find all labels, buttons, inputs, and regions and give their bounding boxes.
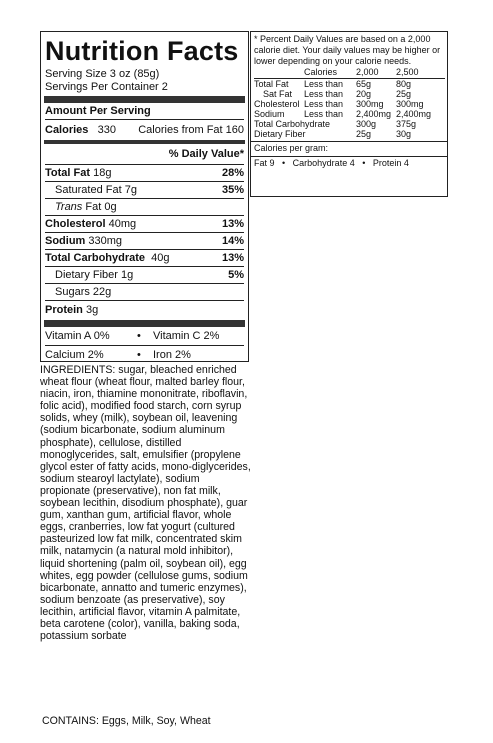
daily-values-footnote: * Percent Daily Values are based on a 2,000 calorie diet. Your daily values may be higher or lower depending on your calorie needs. bbox=[254, 34, 441, 66]
calories-label: Calories bbox=[45, 124, 89, 136]
nutrient-row-protein: Protein 3g bbox=[45, 300, 244, 319]
nutrient-row-sugars: Sugars 22g bbox=[45, 283, 244, 300]
vitamin-row-1 bbox=[45, 327, 244, 345]
table-row: Sat Fat Less than 20g 25g bbox=[263, 89, 412, 99]
table-row: Total Fat Less than 65g 80g bbox=[254, 79, 412, 89]
daily-values-table-header: Calories 2,000 2,500 bbox=[254, 67, 445, 79]
nutrient-row-total-carbohydrate: Total Carbohydrate 40g 13% bbox=[45, 249, 244, 266]
thick-divider-vitamins bbox=[44, 320, 245, 327]
nutrient-row-saturated-fat: Saturated Fat 7g 35% bbox=[45, 181, 244, 198]
calories-per-gram-values: Fat 9 • Carbohydrate 4 • Protein 4 bbox=[254, 158, 409, 168]
table-row: Sodium Less than 2,400mg 2,400mg bbox=[254, 109, 432, 119]
bullet: • bbox=[137, 349, 141, 361]
bullet: • bbox=[137, 330, 141, 342]
calories-row bbox=[45, 119, 244, 140]
thick-divider bbox=[44, 96, 245, 103]
vitamin-c: Vitamin C 2% bbox=[153, 330, 220, 342]
allergen-statement: CONTAINS: Eggs, Milk, Soy, Wheat bbox=[42, 715, 211, 727]
calories-per-gram-label: Calories per gram: bbox=[254, 143, 329, 153]
calcium: Calcium 2% bbox=[45, 349, 104, 361]
serving-size: Serving Size 3 oz (85g) bbox=[45, 68, 160, 80]
nutrient-row-cholesterol: Cholesterol 40mg 13% bbox=[45, 215, 244, 232]
nutrition-facts-title: Nutrition Facts bbox=[45, 36, 239, 66]
amount-per-serving bbox=[45, 103, 244, 119]
table-row: Dietary Fiber 25g 30g bbox=[254, 129, 412, 139]
daily-values-footnote-panel bbox=[250, 31, 448, 197]
daily-value-header: % Daily Value* bbox=[168, 148, 244, 160]
table-row: Cholesterol Less than 300mg 300mg bbox=[254, 99, 424, 109]
amount-per-serving-label: Amount Per Serving bbox=[45, 105, 151, 117]
ingredients-text: INGREDIENTS: sugar, bleached enriched wheat flour (wheat flour, malted barley flour, niacin, iron, thiamine mononitrate, riboflavin, folic acid), modified food starch, corn syrup solids, whey (milk), soybean oil, leavening (sodium bicarbonate, sodium aluminum phosphate), cellulose, distilled monoglycerides, salt, emulsifier (propylene glycol ester of fatty acids, mono-diglycerides, sodium stearoyl lactylate), sodium propionate (preservative), non fat milk, soybean lecithin, disodium phosphate), guar gum, xanthan gum, artificial flavor, whole eggs, cranberries, low fat yogurt (cultured pasteurized low fat milk, concentrated skim milk, natamycin (a natural mold inhibitor), liquid shortening (palm oil, soybean oil), egg whites, egg powder (cellulose gums, sodium bicarbonate, annatto and tumeric enzymes), sodium benzoate (as preservative), soy lecithin, artificial flavor, vitamin A palmitate, beta carotene (color), vanilla, baking soda, potassium sorbate bbox=[40, 364, 251, 643]
vitamin-row-2 bbox=[45, 345, 244, 364]
table-row: Total Carbohydrate 300g 375g bbox=[254, 119, 417, 129]
calories-from-fat: Calories from Fat 160 bbox=[138, 124, 244, 136]
nutrient-row-dietary-fiber: Dietary Fiber 1g 5% bbox=[45, 266, 244, 283]
calories-value: 330 bbox=[97, 124, 116, 136]
nutrition-facts-panel bbox=[40, 31, 249, 362]
iron: Iron 2% bbox=[153, 349, 191, 361]
servings-per-container: Servings Per Container 2 bbox=[45, 81, 168, 93]
nutrient-row-sodium: Sodium 330mg 14% bbox=[45, 232, 244, 249]
vitamin-a: Vitamin A 0% bbox=[45, 330, 110, 342]
nutrient-row-total-fat: Total Fat 18g 28% bbox=[45, 164, 244, 181]
nutrient-row-trans-fat: Trans Fat 0g bbox=[45, 198, 244, 215]
daily-values-table bbox=[254, 67, 445, 139]
